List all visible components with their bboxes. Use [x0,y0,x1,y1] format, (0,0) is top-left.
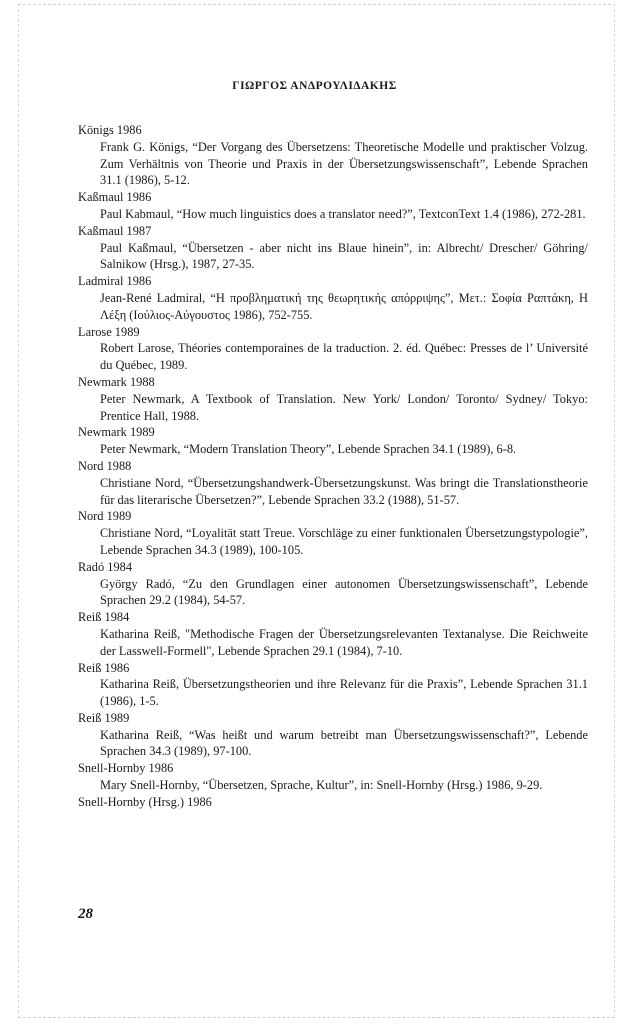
reference-citation: Jean-René Ladmiral, “Η προβληματική της θεωρητικής απόρριψης”, Μετ.: Σοφία Ραπτάκη, Η Λέξη (Ιούλιος-Αύγουστος 1986), 752-755. [100,290,588,322]
reference-key: Kaßmaul 1986 [78,190,152,205]
reference-citation: Frank G. Königs, “Der Vorgang des Übersetzens: Theoretische Modelle und praktischer Volzug. Zum Verhältnis von Theorie und Praxis in der Übersetzungswissenschaft”, Lebende Sprachen 31.1 (1986), 5-12. [100,139,588,188]
reference-list [78,122,588,811]
reference-citation: Katharina Reiß, "Methodische Fragen der Übersetzungsrelevanten Textanalyse. Die Reichweite der Lasswell-Formell", Lebende Sprachen 29.1 (1984), 7-10. [100,626,588,658]
reference-key: Larose 1989 [78,324,140,339]
reference-citation: Christiane Nord, “Loyalität statt Treue. Vorschläge zu einer funktionalen Übersetzungstypologie”, Lebende Sprachen 34.3 (1989), 100-105. [100,526,588,557]
reference-entry [78,710,588,760]
reference-key: Königs 1986 [78,123,142,137]
reference-key: Snell-Hornby (Hrsg.) 1986 [78,794,212,809]
reference-key: Nord 1988 [78,458,132,473]
reference-entry [78,122,588,189]
reference-entry [78,424,588,458]
reference-key: Reiß 1984 [78,610,130,625]
reference-citation: Peter Newmark, A Textbook of Translation. New York/ London/ Toronto/ Sydney/ Tokyo: Prentice Hall, 1988. [100,391,588,423]
reference-entry [78,508,588,558]
reference-entry [78,760,588,794]
reference-key: Newmark 1988 [78,374,155,389]
reference-key: Kaßmaul 1987 [78,223,152,238]
reference-entry [78,660,588,710]
reference-key: Radó 1984 [78,559,133,574]
reference-key: Ladmiral 1986 [78,274,152,289]
reference-entry [78,374,588,424]
reference-citation: Katharina Reiß, Übersetzungstheorien und ihre Relevanz für die Praxis”, Lebende Sprachen 31.1 (1986), 1-5. [100,677,588,709]
page-edge-bottom [18,1017,615,1018]
reference-key: Reiß 1986 [78,660,130,675]
reference-citation: Mary Snell-Hornby, “Übersetzen, Sprache, Kultur”, in: Snell-Hornby (Hrsg.) 1986, 9-29. [100,778,543,793]
reference-citation: Paul Kabmaul, “How much linguistics does a translator need?”, TextconText 1.4 (1986), 272-281. [100,206,586,221]
reference-entry [78,223,588,273]
reference-key: Nord 1989 [78,509,132,524]
reference-entry [78,609,588,659]
reference-citation: György Radó, “Zu den Grundlagen einer autonomen Übersetzungswissenschaft”, Lebende Sprachen 29.2 (1984), 54-57. [100,576,588,608]
reference-key: Snell-Hornby 1986 [78,761,174,776]
page-edge-right [614,4,615,1018]
reference-entry [78,273,588,323]
reference-entry [78,189,588,223]
running-head: ΓΙΩΡΓΟΣ ΑΝΔΡΟΥΛΙΔΑΚΗΣ [232,80,397,92]
reference-citation: Paul Kaßmaul, “Übersetzen - aber nicht ins Blaue hinein”, in: Albrecht/ Drescher/ Göhring/ Salnikow (Hrsg.), 1987, 27-35. [100,240,588,272]
reference-entry [78,559,588,609]
page-number: 28 [78,906,93,922]
page-edge-top [18,4,611,5]
reference-citation: Peter Newmark, “Modern Translation Theory”, Lebende Sprachen 34.1 (1989), 6-8. [100,442,517,457]
reference-citation: Christiane Nord, “Übersetzungshandwerk-Übersetzungskunst. Was bringt die Translationstheorie für das literarische Übersetzen?”, Lebende Sprachen 33.2 (1988), 51-57. [100,475,588,507]
reference-citation: Robert Larose, Théories contemporaines de la traduction. 2. éd. Québec: Presses de l’ Université du Québec, 1989. [100,341,588,373]
reference-citation: Katharina Reiß, “Was heißt und warum betreibt man Übersetzungswissenschaft?”, Lebende Sprachen 34.3 (1989), 97-100. [100,727,588,759]
reference-key: Newmark 1989 [78,425,155,440]
reference-entry [78,324,588,374]
page-edge-left [18,4,19,1018]
reference-entry [78,794,588,811]
reference-entry [78,458,588,508]
reference-key: Reiß 1989 [78,710,130,725]
